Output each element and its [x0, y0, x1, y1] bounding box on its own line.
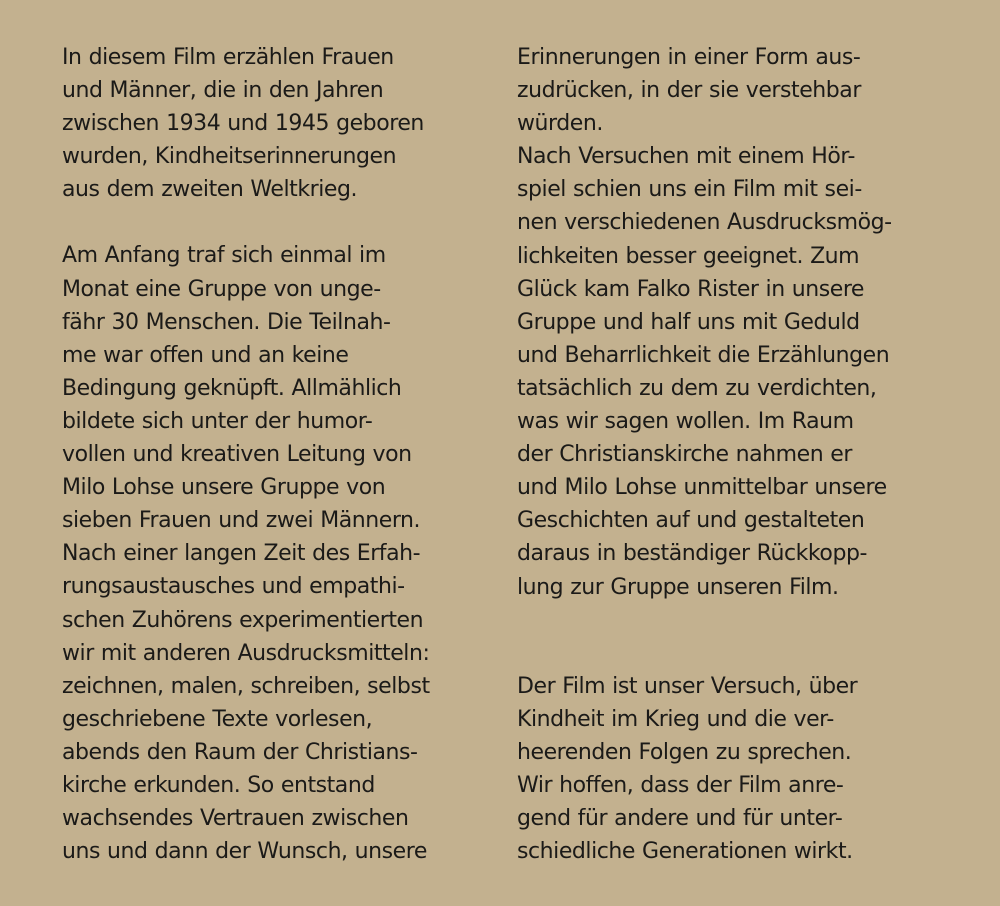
text-line: sieben Frauen und zwei Männern.: [62, 508, 421, 534]
text-line: fähr 30 Menschen. Die Teilnah-: [62, 309, 391, 335]
text-line: tatsächlich zu dem zu verdichten,: [517, 375, 877, 401]
text-line: und Beharrlichkeit die Erzählungen: [517, 342, 890, 368]
text-line: gend für andere und für unter-: [517, 805, 843, 831]
text-line: Bedingung geknüpft. Allmählich: [62, 375, 402, 401]
text-line: Wir hoffen, dass der Film anre-: [517, 772, 844, 798]
text-line: und Milo Lohse unmittelbar unsere: [517, 475, 887, 501]
right-text-column: [517, 41, 957, 868]
text-line: kirche erkunden. So entstand: [62, 772, 375, 798]
right-paragraph-continuation: [517, 41, 957, 140]
paragraph-spacer: [517, 604, 957, 670]
paragraph-spacer: [62, 206, 502, 239]
right-paragraph-film-making: [517, 140, 957, 603]
text-line: zudrücken, in der sie verstehbar: [517, 78, 861, 104]
left-paragraph-history: [62, 239, 502, 868]
text-line: spiel schien uns ein Film mit sei-: [517, 177, 862, 203]
text-line: In diesem Film erzählen Frauen: [62, 45, 394, 70]
text-line: aus dem zweiten Weltkrieg.: [62, 177, 358, 203]
text-line: Nach Versuchen mit einem Hör-: [517, 144, 856, 170]
text-line: Nach einer langen Zeit des Erfah-: [62, 541, 421, 567]
text-line: Der Film ist unser Versuch, über: [517, 673, 858, 699]
text-line: Geschichten auf und gestalteten: [517, 508, 865, 534]
text-line: abends den Raum der Christians-: [62, 739, 418, 765]
text-line: Glück kam Falko Rister in unsere: [517, 276, 865, 302]
left-text-column: [62, 41, 502, 868]
text-line: der Christianskirche nahmen er: [517, 442, 852, 468]
text-line: würden.: [517, 111, 603, 137]
left-paragraph-intro: [62, 41, 502, 206]
text-line: wachsendes Vertrauen zwischen: [62, 806, 409, 832]
text-line: Kindheit im Krieg und die ver-: [517, 706, 834, 732]
text-line: zwischen 1934 und 1945 geboren: [62, 111, 424, 137]
text-line: daraus in beständiger Rückkopp-: [517, 541, 867, 567]
text-line: Monat eine Gruppe von unge-: [62, 276, 381, 302]
text-line: Am Anfang traf sich einmal im: [62, 243, 386, 269]
text-line: geschriebene Texte vorlesen,: [62, 706, 373, 732]
text-line: lichkeiten besser geeignet. Zum: [517, 243, 860, 269]
text-line: wir mit anderen Ausdrucksmitteln:: [62, 640, 430, 666]
text-line: me war offen und an keine: [62, 342, 349, 368]
text-line: was wir sagen wollen. Im Raum: [517, 409, 854, 435]
text-line: Erinnerungen in einer Form aus-: [517, 45, 861, 70]
right-paragraph-closing: [517, 670, 957, 869]
text-line: schen Zuhörens experimentierten: [62, 607, 424, 633]
text-line: zeichnen, malen, schreiben, selbst: [62, 673, 430, 699]
text-line: uns und dann der Wunsch, unsere: [62, 839, 427, 865]
text-line: rungsaustausches und empathi-: [62, 574, 405, 600]
text-line: und Männer, die in den Jahren: [62, 78, 384, 104]
text-line: schiedliche Generationen wirkt.: [517, 839, 853, 865]
text-line: vollen und kreativen Leitung von: [62, 442, 412, 468]
text-line: Gruppe und half uns mit Geduld: [517, 309, 860, 335]
text-line: heerenden Folgen zu sprechen.: [517, 739, 852, 765]
text-line: lung zur Gruppe unseren Film.: [517, 574, 839, 600]
text-line: Milo Lohse unsere Gruppe von: [62, 475, 386, 501]
text-line: bildete sich unter der humor-: [62, 408, 373, 434]
text-line: nen verschiedenen Ausdrucksmög-: [517, 210, 892, 236]
text-line: wurden, Kindheitserinnerungen: [62, 144, 397, 170]
